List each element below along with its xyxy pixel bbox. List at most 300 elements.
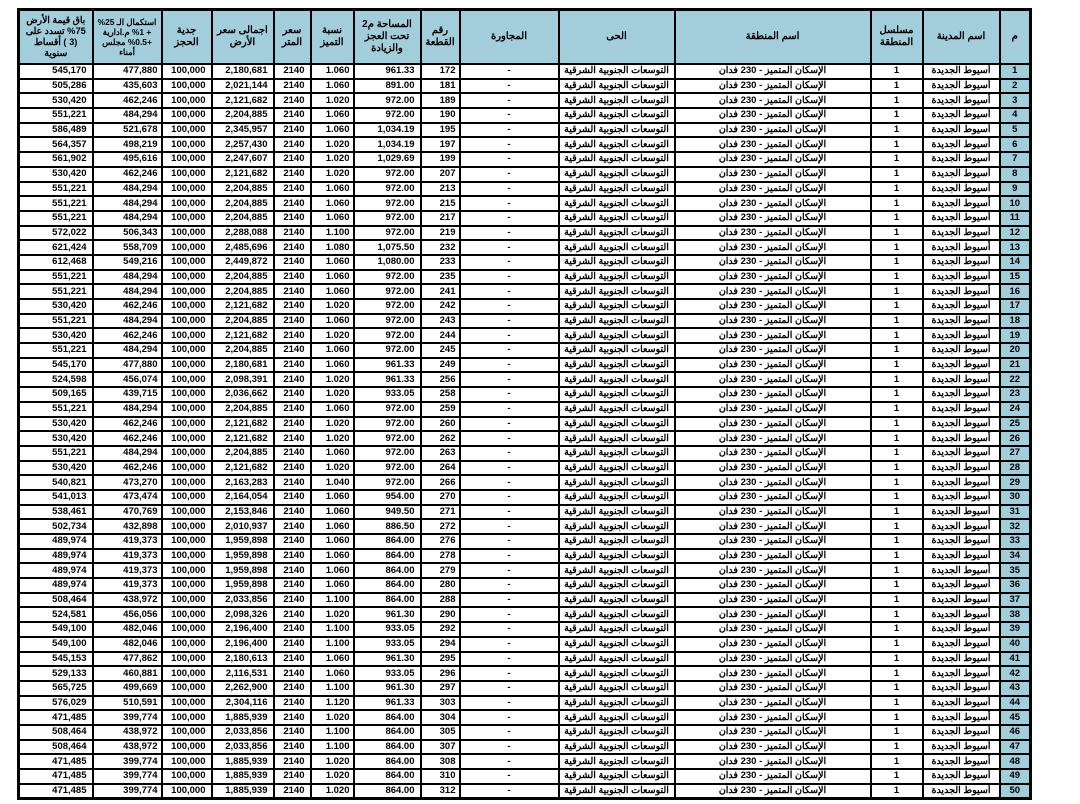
table-row [19, 93, 1031, 108]
table-row [19, 710, 1031, 725]
cell-total_price: 2,257,430 [212, 137, 274, 152]
cell-neighborhood: - [460, 270, 559, 285]
cell-remaining: 564,357 [19, 137, 93, 152]
table-row [19, 226, 1031, 241]
table-row [19, 622, 1031, 637]
cell-meter_price: 2140 [274, 211, 311, 226]
cell-city: أسيوط الجديدة [923, 505, 1000, 520]
cell-region_name: الإسكان المتميز - 230 فدان [675, 108, 871, 123]
cell-total_price: 2,204,885 [212, 182, 274, 197]
cell-ratio: 1.020 [311, 754, 354, 769]
cell-ratio: 1.100 [311, 725, 354, 740]
cell-completion: 460,881 [93, 666, 162, 681]
cell-city: أسيوط الجديدة [923, 270, 1000, 285]
cell-city: أسيوط الجديدة [923, 652, 1000, 667]
cell-district: التوسعات الجنوبية الشرقية [559, 784, 675, 799]
cell-m: 48 [1000, 754, 1031, 769]
cell-total_price: 2,098,391 [212, 372, 274, 387]
cell-neighborhood: - [460, 93, 559, 108]
cell-plot_no: 279 [421, 563, 460, 578]
cell-city: أسيوط الجديدة [923, 461, 1000, 476]
cell-ratio: 1.060 [311, 196, 354, 211]
cell-reservation: 100,000 [162, 696, 212, 711]
cell-ratio: 1.060 [311, 255, 354, 270]
cell-region_serial: 1 [871, 725, 923, 740]
cell-area: 972.00 [354, 446, 421, 461]
cell-reservation: 100,000 [162, 108, 212, 123]
cell-completion: 399,774 [93, 769, 162, 784]
cell-district: التوسعات الجنوبية الشرقية [559, 284, 675, 299]
table-row [19, 270, 1031, 285]
cell-m: 21 [1000, 358, 1031, 373]
cell-region_name: الإسكان المتميز - 230 فدان [675, 64, 871, 79]
table-row [19, 446, 1031, 461]
cell-region_name: الإسكان المتميز - 230 فدان [675, 490, 871, 505]
cell-reservation: 100,000 [162, 137, 212, 152]
cell-ratio: 1.100 [311, 226, 354, 241]
cell-m: 39 [1000, 622, 1031, 637]
cell-meter_price: 2140 [274, 563, 311, 578]
cell-completion: 477,880 [93, 358, 162, 373]
cell-plot_no: 288 [421, 593, 460, 608]
cell-ratio: 1.020 [311, 299, 354, 314]
cell-region_serial: 1 [871, 284, 923, 299]
cell-ratio: 1.080 [311, 240, 354, 255]
cell-region_serial: 1 [871, 152, 923, 167]
cell-total_price: 2,033,856 [212, 740, 274, 755]
cell-region_serial: 1 [871, 534, 923, 549]
column-header-plot_no: رقم القطعة [421, 10, 460, 65]
cell-area: 1,075.50 [354, 240, 421, 255]
cell-remaining: 572,022 [19, 226, 93, 241]
cell-reservation: 100,000 [162, 666, 212, 681]
cell-total_price: 1,959,898 [212, 563, 274, 578]
table-row [19, 343, 1031, 358]
cell-neighborhood: - [460, 255, 559, 270]
cell-remaining: 541,013 [19, 490, 93, 505]
cell-plot_no: 280 [421, 578, 460, 593]
cell-plot_no: 259 [421, 402, 460, 417]
cell-area: 933.05 [354, 622, 421, 637]
cell-remaining: 471,485 [19, 710, 93, 725]
cell-neighborhood: - [460, 549, 559, 564]
cell-district: التوسعات الجنوبية الشرقية [559, 519, 675, 534]
cell-area: 864.00 [354, 534, 421, 549]
cell-plot_no: 308 [421, 754, 460, 769]
cell-total_price: 2,247,607 [212, 152, 274, 167]
cell-total_price: 2,121,682 [212, 431, 274, 446]
cell-region_serial: 1 [871, 182, 923, 197]
cell-total_price: 2,204,885 [212, 314, 274, 329]
cell-area: 972.00 [354, 431, 421, 446]
cell-reservation: 100,000 [162, 490, 212, 505]
cell-m: 6 [1000, 137, 1031, 152]
cell-completion: 419,373 [93, 578, 162, 593]
cell-region_name: الإسكان المتميز - 230 فدان [675, 769, 871, 784]
cell-region_name: الإسكان المتميز - 230 فدان [675, 622, 871, 637]
cell-m: 1 [1000, 64, 1031, 79]
cell-plot_no: 305 [421, 725, 460, 740]
cell-region_name: الإسكان المتميز - 230 فدان [675, 563, 871, 578]
cell-area: 961.33 [354, 64, 421, 79]
cell-completion: 558,709 [93, 240, 162, 255]
table-row [19, 534, 1031, 549]
cell-reservation: 100,000 [162, 402, 212, 417]
cell-ratio: 1.060 [311, 578, 354, 593]
cell-district: التوسعات الجنوبية الشرقية [559, 681, 675, 696]
cell-ratio: 1.060 [311, 64, 354, 79]
cell-region_serial: 1 [871, 637, 923, 652]
cell-neighborhood: - [460, 152, 559, 167]
cell-area: 1,029.69 [354, 152, 421, 167]
cell-city: أسيوط الجديدة [923, 490, 1000, 505]
cell-city: أسيوط الجديدة [923, 196, 1000, 211]
cell-region_name: الإسكان المتميز - 230 فدان [675, 314, 871, 329]
cell-ratio: 1.100 [311, 593, 354, 608]
cell-neighborhood: - [460, 769, 559, 784]
cell-ratio: 1.020 [311, 769, 354, 784]
cell-meter_price: 2140 [274, 240, 311, 255]
cell-neighborhood: - [460, 710, 559, 725]
cell-city: أسيوط الجديدة [923, 108, 1000, 123]
cell-remaining: 530,420 [19, 328, 93, 343]
cell-completion: 462,246 [93, 93, 162, 108]
cell-plot_no: 290 [421, 607, 460, 622]
cell-ratio: 1.060 [311, 284, 354, 299]
cell-district: التوسعات الجنوبية الشرقية [559, 387, 675, 402]
cell-ratio: 1.060 [311, 270, 354, 285]
cell-region_serial: 1 [871, 607, 923, 622]
table-row [19, 593, 1031, 608]
cell-plot_no: 207 [421, 167, 460, 182]
cell-total_price: 1,885,939 [212, 754, 274, 769]
cell-plot_no: 276 [421, 534, 460, 549]
cell-ratio: 1.060 [311, 652, 354, 667]
cell-district: التوسعات الجنوبية الشرقية [559, 549, 675, 564]
cell-plot_no: 199 [421, 152, 460, 167]
cell-plot_no: 213 [421, 182, 460, 197]
cell-area: 1,034.19 [354, 137, 421, 152]
cell-reservation: 100,000 [162, 270, 212, 285]
cell-remaining: 621,424 [19, 240, 93, 255]
cell-city: أسيوط الجديدة [923, 255, 1000, 270]
cell-m: 2 [1000, 79, 1031, 94]
cell-city: أسيوط الجديدة [923, 387, 1000, 402]
cell-plot_no: 243 [421, 314, 460, 329]
sheet [17, 8, 1032, 800]
cell-neighborhood: - [460, 358, 559, 373]
cell-neighborhood: - [460, 578, 559, 593]
table-row [19, 740, 1031, 755]
cell-m: 15 [1000, 270, 1031, 285]
cell-m: 34 [1000, 549, 1031, 564]
cell-total_price: 2,345,957 [212, 123, 274, 138]
cell-region_serial: 1 [871, 167, 923, 182]
cell-m: 13 [1000, 240, 1031, 255]
cell-completion: 432,898 [93, 519, 162, 534]
cell-m: 10 [1000, 196, 1031, 211]
cell-region_name: الإسكان المتميز - 230 فدان [675, 123, 871, 138]
cell-region_serial: 1 [871, 358, 923, 373]
cell-completion: 462,246 [93, 461, 162, 476]
cell-neighborhood: - [460, 417, 559, 432]
cell-city: أسيوط الجديدة [923, 519, 1000, 534]
cell-total_price: 2,449,872 [212, 255, 274, 270]
cell-reservation: 100,000 [162, 784, 212, 799]
cell-district: التوسعات الجنوبية الشرقية [559, 490, 675, 505]
column-header-remaining: باق قيمة الأرض 75% تسدد على (3 ) أقساط سنوية [19, 10, 93, 65]
cell-total_price: 2,180,681 [212, 64, 274, 79]
cell-plot_no: 304 [421, 710, 460, 725]
cell-meter_price: 2140 [274, 79, 311, 94]
cell-district: التوسعات الجنوبية الشرقية [559, 123, 675, 138]
cell-region_serial: 1 [871, 417, 923, 432]
cell-meter_price: 2140 [274, 681, 311, 696]
cell-m: 44 [1000, 696, 1031, 711]
cell-plot_no: 264 [421, 461, 460, 476]
cell-district: التوسعات الجنوبية الشرقية [559, 358, 675, 373]
cell-completion: 484,294 [93, 182, 162, 197]
table-row [19, 725, 1031, 740]
cell-reservation: 100,000 [162, 769, 212, 784]
cell-meter_price: 2140 [274, 343, 311, 358]
cell-city: أسيوط الجديدة [923, 784, 1000, 799]
cell-region_serial: 1 [871, 666, 923, 681]
cell-m: 12 [1000, 226, 1031, 241]
cell-remaining: 508,464 [19, 740, 93, 755]
cell-region_name: الإسكان المتميز - 230 فدان [675, 137, 871, 152]
cell-city: أسيوط الجديدة [923, 64, 1000, 79]
cell-region_serial: 1 [871, 578, 923, 593]
cell-ratio: 1.060 [311, 666, 354, 681]
cell-region_serial: 1 [871, 270, 923, 285]
cell-completion: 482,046 [93, 622, 162, 637]
cell-completion: 473,270 [93, 475, 162, 490]
cell-neighborhood: - [460, 740, 559, 755]
cell-district: التوسعات الجنوبية الشرقية [559, 505, 675, 520]
column-header-neighborhood: المجاورة [460, 10, 559, 65]
cell-remaining: 612,468 [19, 255, 93, 270]
cell-district: التوسعات الجنوبية الشرقية [559, 240, 675, 255]
table-row [19, 328, 1031, 343]
cell-total_price: 2,033,856 [212, 725, 274, 740]
cell-city: أسيوط الجديدة [923, 284, 1000, 299]
column-header-meter_price: سعر المتر [274, 10, 311, 65]
table-row [19, 255, 1031, 270]
cell-area: 864.00 [354, 769, 421, 784]
cell-ratio: 1.020 [311, 387, 354, 402]
cell-region_serial: 1 [871, 446, 923, 461]
cell-ratio: 1.060 [311, 182, 354, 197]
table-row [19, 461, 1031, 476]
cell-m: 35 [1000, 563, 1031, 578]
cell-region_name: الإسكان المتميز - 230 فدان [675, 607, 871, 622]
cell-total_price: 2,121,682 [212, 167, 274, 182]
cell-neighborhood: - [460, 446, 559, 461]
cell-region_name: الإسكان المتميز - 230 فدان [675, 534, 871, 549]
cell-area: 864.00 [354, 784, 421, 799]
cell-total_price: 2,204,885 [212, 343, 274, 358]
cell-completion: 495,616 [93, 152, 162, 167]
cell-area: 972.00 [354, 461, 421, 476]
cell-reservation: 100,000 [162, 652, 212, 667]
cell-area: 972.00 [354, 182, 421, 197]
cell-region_name: الإسكان المتميز - 230 فدان [675, 593, 871, 608]
table-row [19, 607, 1031, 622]
cell-district: التوسعات الجنوبية الشرقية [559, 607, 675, 622]
cell-area: 961.30 [354, 652, 421, 667]
cell-ratio: 1.020 [311, 431, 354, 446]
cell-m: 42 [1000, 666, 1031, 681]
cell-meter_price: 2140 [274, 534, 311, 549]
table-row [19, 549, 1031, 564]
cell-plot_no: 263 [421, 446, 460, 461]
cell-neighborhood: - [460, 240, 559, 255]
cell-reservation: 100,000 [162, 446, 212, 461]
table-row [19, 64, 1031, 79]
cell-plot_no: 245 [421, 343, 460, 358]
table-row [19, 123, 1031, 138]
cell-m: 24 [1000, 402, 1031, 417]
cell-region_name: الإسكان المتميز - 230 فدان [675, 93, 871, 108]
table-row [19, 769, 1031, 784]
cell-total_price: 1,885,939 [212, 710, 274, 725]
cell-district: التوسعات الجنوبية الشرقية [559, 725, 675, 740]
cell-remaining: 530,420 [19, 167, 93, 182]
cell-area: 864.00 [354, 549, 421, 564]
cell-total_price: 2,180,681 [212, 358, 274, 373]
cell-city: أسيوط الجديدة [923, 563, 1000, 578]
cell-area: 972.00 [354, 284, 421, 299]
cell-plot_no: 235 [421, 270, 460, 285]
cell-region_name: الإسكان المتميز - 230 فدان [675, 417, 871, 432]
table-row [19, 681, 1031, 696]
cell-region_name: الإسكان المتميز - 230 فدان [675, 578, 871, 593]
land-plots-table [17, 8, 1032, 800]
cell-completion: 462,246 [93, 417, 162, 432]
cell-remaining: 551,221 [19, 211, 93, 226]
cell-city: أسيوط الجديدة [923, 666, 1000, 681]
cell-region_name: الإسكان المتميز - 230 فدان [675, 372, 871, 387]
cell-total_price: 2,204,885 [212, 270, 274, 285]
cell-area: 972.00 [354, 475, 421, 490]
cell-area: 972.00 [354, 108, 421, 123]
cell-ratio: 1.060 [311, 490, 354, 505]
cell-total_price: 2,204,885 [212, 402, 274, 417]
cell-reservation: 100,000 [162, 607, 212, 622]
cell-plot_no: 172 [421, 64, 460, 79]
cell-neighborhood: - [460, 431, 559, 446]
cell-plot_no: 232 [421, 240, 460, 255]
cell-meter_price: 2140 [274, 387, 311, 402]
cell-reservation: 100,000 [162, 387, 212, 402]
table-row [19, 784, 1031, 799]
cell-city: أسيوط الجديدة [923, 475, 1000, 490]
cell-area: 864.00 [354, 563, 421, 578]
cell-completion: 484,294 [93, 343, 162, 358]
cell-neighborhood: - [460, 196, 559, 211]
cell-ratio: 1.060 [311, 563, 354, 578]
column-header-total_price: اجمالى سعر الأرض [212, 10, 274, 65]
cell-region_serial: 1 [871, 563, 923, 578]
table-row [19, 652, 1031, 667]
cell-remaining: 551,221 [19, 402, 93, 417]
cell-region_name: الإسكان المتميز - 230 فدان [675, 475, 871, 490]
cell-district: التوسعات الجنوبية الشرقية [559, 593, 675, 608]
table-row [19, 108, 1031, 123]
cell-reservation: 100,000 [162, 710, 212, 725]
cell-completion: 462,246 [93, 299, 162, 314]
cell-neighborhood: - [460, 784, 559, 799]
cell-remaining: 489,974 [19, 534, 93, 549]
cell-district: التوسعات الجنوبية الشرقية [559, 740, 675, 755]
cell-area: 972.00 [354, 93, 421, 108]
cell-area: 864.00 [354, 710, 421, 725]
cell-neighborhood: - [460, 372, 559, 387]
cell-region_name: الإسكان المتميز - 230 فدان [675, 358, 871, 373]
cell-region_name: الإسكان المتميز - 230 فدان [675, 652, 871, 667]
cell-district: التوسعات الجنوبية الشرقية [559, 652, 675, 667]
table-row [19, 475, 1031, 490]
table-row [19, 211, 1031, 226]
cell-reservation: 100,000 [162, 593, 212, 608]
cell-total_price: 2,121,682 [212, 299, 274, 314]
cell-region_serial: 1 [871, 769, 923, 784]
cell-total_price: 2,153,846 [212, 505, 274, 520]
cell-district: التوسعات الجنوبية الشرقية [559, 270, 675, 285]
cell-m: 27 [1000, 446, 1031, 461]
cell-district: التوسعات الجنوبية الشرقية [559, 637, 675, 652]
cell-completion: 462,246 [93, 167, 162, 182]
cell-reservation: 100,000 [162, 299, 212, 314]
cell-neighborhood: - [460, 226, 559, 241]
cell-m: 45 [1000, 710, 1031, 725]
cell-district: التوسعات الجنوبية الشرقية [559, 461, 675, 476]
cell-m: 46 [1000, 725, 1031, 740]
cell-reservation: 100,000 [162, 681, 212, 696]
table-row [19, 505, 1031, 520]
cell-city: أسيوط الجديدة [923, 123, 1000, 138]
cell-reservation: 100,000 [162, 461, 212, 476]
cell-plot_no: 307 [421, 740, 460, 755]
cell-region_serial: 1 [871, 343, 923, 358]
cell-district: التوسعات الجنوبية الشرقية [559, 343, 675, 358]
cell-city: أسيوط الجديدة [923, 182, 1000, 197]
cell-m: 49 [1000, 769, 1031, 784]
cell-district: التوسعات الجنوبية الشرقية [559, 431, 675, 446]
cell-meter_price: 2140 [274, 652, 311, 667]
cell-completion: 549,216 [93, 255, 162, 270]
cell-m: 33 [1000, 534, 1031, 549]
cell-remaining: 538,461 [19, 505, 93, 520]
cell-meter_price: 2140 [274, 108, 311, 123]
cell-area: 972.00 [354, 299, 421, 314]
cell-neighborhood: - [460, 402, 559, 417]
cell-city: أسيوط الجديدة [923, 578, 1000, 593]
cell-neighborhood: - [460, 108, 559, 123]
cell-region_serial: 1 [871, 696, 923, 711]
cell-region_serial: 1 [871, 681, 923, 696]
cell-meter_price: 2140 [274, 740, 311, 755]
cell-total_price: 2,262,900 [212, 681, 274, 696]
cell-meter_price: 2140 [274, 769, 311, 784]
cell-city: أسيوط الجديدة [923, 549, 1000, 564]
cell-district: التوسعات الجنوبية الشرقية [559, 534, 675, 549]
cell-area: 949.50 [354, 505, 421, 520]
cell-meter_price: 2140 [274, 446, 311, 461]
cell-reservation: 100,000 [162, 505, 212, 520]
cell-area: 891.00 [354, 79, 421, 94]
